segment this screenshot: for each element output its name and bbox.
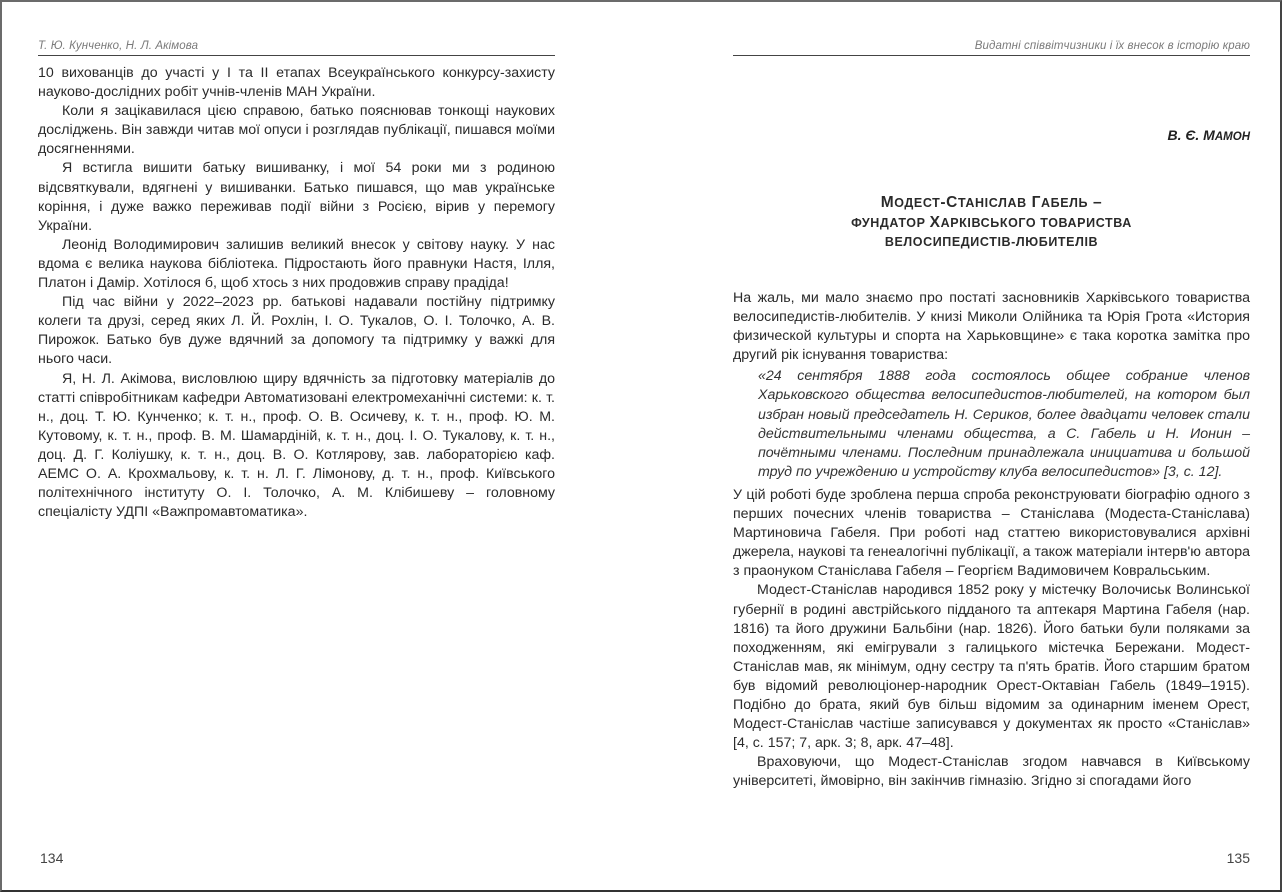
paragraph: Модест-Станіслав народився 1852 року у містечку Волочиськ Волинської губернії в родині австрійського підданого та аптекаря Мартина Габеля (нар. 1816) та його дружини Бальбіни (нар. 1826). Його батьки були поляками за походженням, які емігрували з галицького містечка Бережани. Модест-Станіслав мав, як мінімум, одну сестру та п'ять братів. Його старшим братом був відомий революціонер-народник Орест-Октавіан Габель (1849–1915). Подібно до брата, який був більш відомим за одинарним іменем Орест, Модест-Станіслав частіше записувався у документах як просто «Станіслав» [4, с. 157; 7, арк. 3; 8, арк. 47–48]. bbox=[733, 582, 1250, 752]
right-header-rule bbox=[733, 55, 1250, 56]
article-author bbox=[1167, 127, 1250, 143]
right-running-head: Видатні співвітчизники і їх внесок в історію краю bbox=[974, 40, 1250, 52]
paragraph: Леонід Володимирович залишив великий внесок у світову науку. У нас вдома є велика наукова бібліотека. Підростають його правнуки Настя, Ілля, Платон і Дамір. Хотілося б, щоб хтось з них продовжив справу прадіда! bbox=[38, 236, 555, 292]
title-line-2: ФУНДАТОР ХАРКІВСЬКОГО ТОВАРИСТВА bbox=[851, 214, 1132, 231]
paragraph: Я, Н. Л. Акімова, висловлюю щиру вдячність за підготовку матеріалів до статті співробітникам кафедри Автоматизовані електромеханічні системи: к. т. н., доц. Т. Ю. Кунченко; к. т. н., проф. О. В. Осичеву, к. т. н., проф. Ю. М. Кутовому, к. т. н., проф. В. М. Шамардіній, к. т. н., доц. І. О. Тукалову, к. т. н., доц. Д. Г. Коліушку, к. т. н., доц. В. О. Котлярову, зав. лабораторією каф. АЕМС О. А. Крохмальову, к. т. н. Л. Г. Лімонову, д. т. н., проф. Київського політехнічного інституту О. І. Толочко, А. М. Клібишеву – головному спеціалісту УДПІ «Важпромавтоматика». bbox=[38, 370, 555, 521]
title-line-3: ВЕЛОСИПЕДИСТІВ-ЛЮБИТЕЛІВ bbox=[884, 235, 1099, 249]
paragraph: Коли я зацікавилася цією справою, батько пояснював тонкощі наукових досліджень. Він завжди читав мої опуси і розглядав публікації, пишався моїми досягненнями. bbox=[38, 103, 555, 158]
block-quote: «24 сентября 1888 года состоялось общее собрание членов Харьковского общества велосипедистов-любителей, на котором был избран новый председатель Н. Сериков, более двадцати человек стали действительными членами общества, а С. Габель и Н. Ионин – почётными членами. Последним принадлежала инициатива и большой труд по учреждению и устройству клуба велосипедистов» [3, с. 12]. bbox=[758, 368, 1250, 480]
author-initials: В. Є. М bbox=[1167, 127, 1215, 143]
paragraph: У цій роботі буде зроблена перша спроба реконструювати біографію одного з перших почесних членів товариства – Станіслава (Модеста-Станіслава) Мартиновича Габеля. При роботі над статтею використовувалися архівні джерела, наукові та генеалогічні публікації, а також матеріали інтерв'ю автора з праонуком Станіслава Габеля – Георгієм Вадимовичем Ковральським. bbox=[733, 486, 1250, 580]
left-running-head: Т. Ю. Кунченко, Н. Л. Акімова bbox=[38, 40, 199, 52]
intro-paragraph: На жаль, ми мало знаємо про постаті засновників Харківського товариства велосипедистів-любителів. У книзі Миколи Олійника та Юрія Грота «История физической культуры и спорта на Харьковщине» є така коротка замітка про другий рік існування товариства: bbox=[733, 290, 1250, 364]
left-page bbox=[38, 2, 555, 890]
author-surname: АМОН bbox=[1214, 131, 1250, 143]
right-page bbox=[733, 2, 1250, 890]
title-line-1: МОДЕСТ-СТАНІСЛАВ ГАБЕЛЬ – bbox=[880, 194, 1103, 211]
paragraph: Враховуючи, що Модест-Станіслав згодом навчався в Київському університеті, ймовірно, він закінчив гімназію. Згідно зі спогадами його bbox=[733, 754, 1250, 790]
page-number-left: 134 bbox=[40, 850, 64, 866]
article-title bbox=[733, 193, 1250, 252]
paragraph: 10 вихованців до участі у І та ІІ етапах Всеукраїнського конкурсу-захисту науково-дослідних робіт учнів-членів МАН України. bbox=[38, 65, 555, 101]
page-number-right: 135 bbox=[1226, 850, 1250, 866]
left-header-rule bbox=[38, 55, 555, 56]
left-page-body bbox=[38, 64, 555, 522]
paragraph: Я встигла вишити батьку вишиванку, і мої 54 роки ми з родиною відсвяткували, вдягнені у вишиванки. Батько пишався, що мав українське коріння, і дуже важко переживав події війни з Росією, вірив у перемогу України. bbox=[38, 160, 555, 234]
paragraph: Під час війни у 2022–2023 рр. батькові надавали постійну підтримку колеги та друзі, серед яких Л. Й. Рохлін, І. О. Тукалов, О. І. Толочко, А. В. Пирожок. Батько був дуже вдячний за допомогу та підтримку у важкі для нього часи. bbox=[38, 294, 555, 368]
right-page-body bbox=[733, 289, 1250, 791]
